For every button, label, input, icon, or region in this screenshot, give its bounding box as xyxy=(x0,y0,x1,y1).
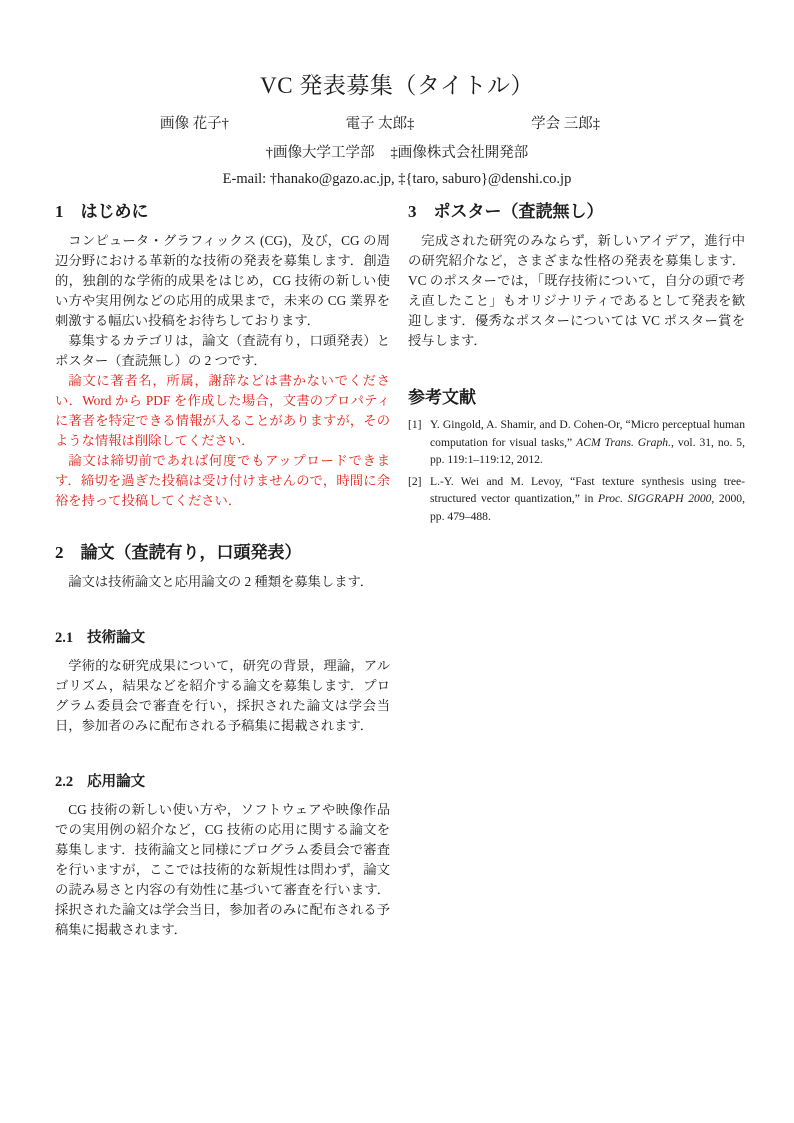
section-1-paragraph-1: コンピュータ・グラフィックス (CG)，及び，CG の周辺分野における革新的な技術の発表を募集します．創造的，独創的な学術的成果をはじめ，CG 技術の新しい使い方や実用例などの応用的成果まで，未来の CG 業界を刺激する幅広い投稿をお待ちしております． xyxy=(55,233,390,328)
reference-2-label: [2] xyxy=(408,474,422,488)
reference-item-1 xyxy=(408,416,745,469)
reference-2-pre: L.-Y. Wei and M. Levoy, “Fast texture synthesis using tree-structured vector quantization,” in xyxy=(430,474,745,505)
right-column xyxy=(408,200,745,940)
section-3-title: ポスター（査読無し） xyxy=(433,202,604,221)
references-heading: 参考文献 xyxy=(408,388,476,407)
section-2-2-number: 2.2 xyxy=(55,774,74,790)
reference-list xyxy=(408,416,745,525)
section-3-heading xyxy=(408,200,745,223)
reference-2-post: , 2000, pp. 479–488. xyxy=(430,492,745,523)
section-1-paragraph-2: 募集するカテゴリは，論文（査読有り，口頭発表）とポスター（査読無し）の 2 つです． xyxy=(55,333,390,368)
reference-2-text xyxy=(430,473,745,526)
author-row xyxy=(160,114,600,134)
left-column xyxy=(55,200,390,940)
section-2-1-title: 技術論文 xyxy=(87,630,146,646)
section-2-1-heading xyxy=(55,628,390,648)
section-1-warning-1: 論文に著者名，所属，謝辞などは書かないでください．Word から PDF を作成した場合，文書のプロパティに著者を特定できる情報が入ることがありますが，そのような情報は削除してください． xyxy=(55,373,390,448)
affiliation-1: †画像大学工学部 xyxy=(265,145,375,161)
page-title: VC 発表募集（タイトル） xyxy=(260,73,534,98)
section-2-1-paragraph-1: 学術的な研究成果について，研究の背景，理論，アルゴリズム，結果などを紹介する論文を募集します．プログラム委員会で審査を行い，採択された論文は学会当日，参加者のみに配布される予稿集に掲載されます． xyxy=(55,658,390,733)
reference-1-post: , vol. 31, no. 5, pp. 119:1–119:12, 2012. xyxy=(430,435,746,466)
section-1-title: はじめに xyxy=(80,202,149,221)
two-column-body xyxy=(0,200,794,940)
section-2-number: 2 xyxy=(55,543,64,562)
section-2-2-title: 応用論文 xyxy=(87,774,146,790)
author-1: 画像 花子† xyxy=(160,116,229,132)
reference-item-2 xyxy=(408,473,745,526)
section-2-paragraph-1: 論文は技術論文と応用論文の 2 種類を募集します． xyxy=(68,574,374,589)
section-3-number: 3 xyxy=(408,202,417,221)
reference-1-text xyxy=(430,416,745,469)
author-2: 電子 太郎‡ xyxy=(345,116,415,132)
section-1-number: 1 xyxy=(55,202,64,221)
section-2-heading xyxy=(55,541,390,564)
section-3-paragraph-1: 完成された研究のみならず，新しいアイデア，進行中の研究紹介など，さまざまな性格の発表を募集します．VC のポスターでは，「既存技術について，自分の頭で考え直したこと」もオリジナリティであるとして発表を歓迎します．優秀なポスターについては VC ポスター賞を授与します． xyxy=(408,233,745,348)
email-line: E-mail: †hanako@gazo.ac.jp, ‡{taro, saburo}@denshi.co.jp xyxy=(222,171,572,187)
section-1-warning-2: 論文は締切前であれば何度でもアップロードできます．締切を過ぎた投稿は受け付けませんので，時間に余裕を持って投稿してください． xyxy=(55,453,390,508)
affiliation-row xyxy=(0,143,794,163)
paper-header xyxy=(0,0,794,189)
author-3: 学会 三郎‡ xyxy=(531,116,600,132)
section-2-2-heading xyxy=(55,772,390,792)
section-2-title: 論文（査読有り，口頭発表） xyxy=(80,543,302,562)
section-2-1-number: 2.1 xyxy=(55,630,74,646)
reference-1-venue: ACM Trans. Graph. xyxy=(576,435,671,449)
affiliation-2: ‡画像株式会社開発部 xyxy=(390,145,529,161)
section-1-heading xyxy=(55,200,390,223)
reference-2-venue: Proc. SIGGRAPH 2000 xyxy=(598,492,712,505)
reference-1-pre: Y. Gingold, A. Shamir, and D. Cohen-Or, “Micro perceptual human computation for visual tasks,” xyxy=(430,418,745,449)
reference-1-label: [1] xyxy=(408,418,422,431)
section-2-2-paragraph-1: CG 技術の新しい使い方や，ソフトウェアや映像作品での実用例の紹介など，CG 技術の応用に関する論文を募集します．技術論文と同様にプログラム委員会で審査を行いますが，ここでは技術的な新規性は問わず，論文の読み易さと内容の有効性に基づいて審査を行います．採択された論文は学会当日，参加者のみに配布される予稿集に掲載されます． xyxy=(55,802,390,937)
